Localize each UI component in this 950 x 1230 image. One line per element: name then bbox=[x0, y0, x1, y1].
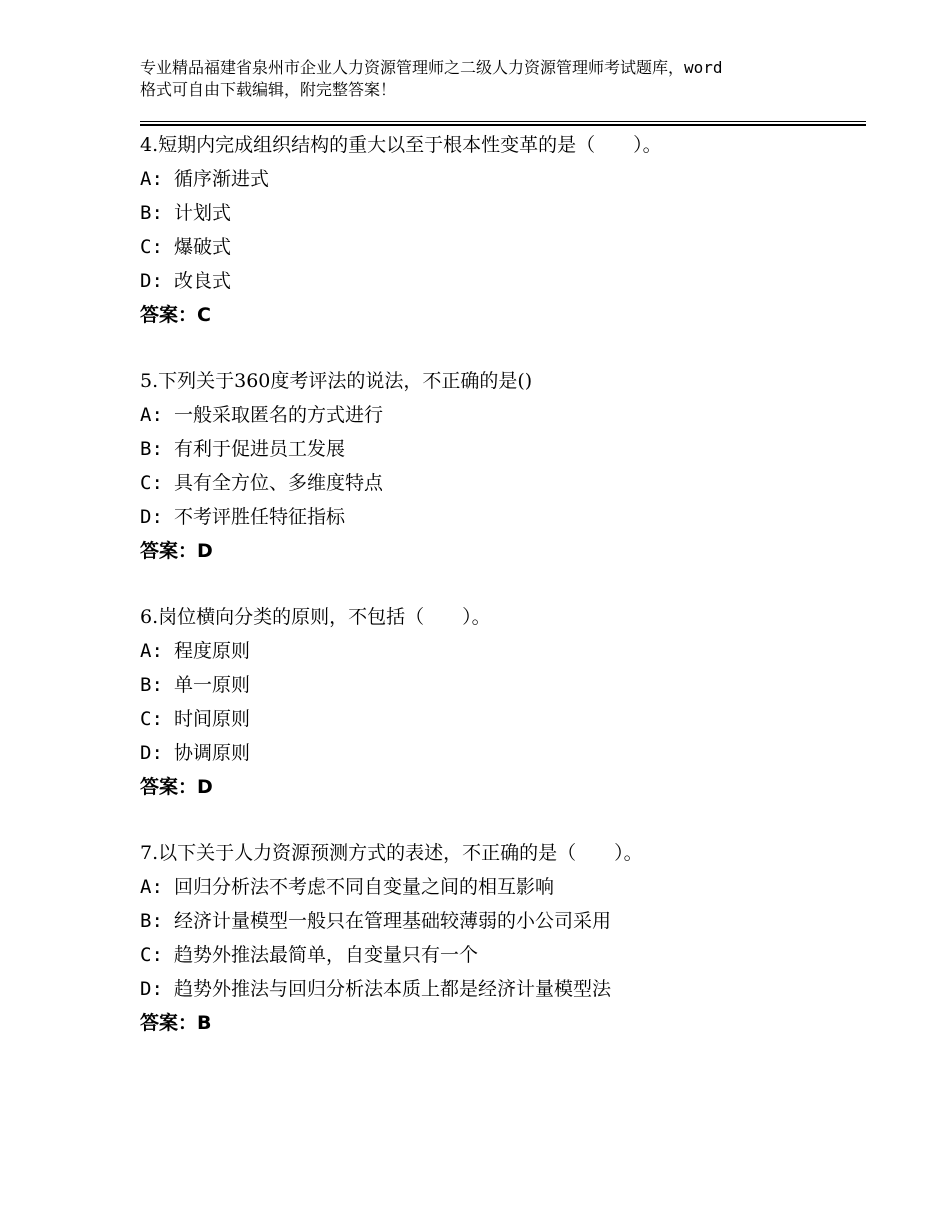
option-a bbox=[140, 398, 866, 432]
option-d bbox=[140, 500, 866, 534]
option-c bbox=[140, 230, 866, 264]
option-text: 计划式 bbox=[174, 202, 232, 224]
question-stem: 4.短期内完成组织结构的重大以至于根本性变革的是（ ）。 bbox=[140, 134, 662, 156]
option-c bbox=[140, 938, 866, 972]
option-text: 一般采取匿名的方式进行 bbox=[174, 404, 384, 426]
answer-label: 答案：C bbox=[140, 304, 211, 326]
question-7 bbox=[140, 836, 866, 1040]
option-text: 有利于促进员工发展 bbox=[174, 438, 346, 460]
question-stem: 6.岗位横向分类的原则，不包括（ ）。 bbox=[140, 606, 491, 628]
option-letter: D: bbox=[140, 506, 163, 528]
option-letter: A: bbox=[140, 640, 163, 662]
question-4 bbox=[140, 128, 866, 332]
option-b bbox=[140, 432, 866, 466]
option-a bbox=[140, 870, 866, 904]
option-letter: B: bbox=[140, 674, 163, 696]
option-d bbox=[140, 972, 866, 1006]
option-b bbox=[140, 196, 866, 230]
option-letter: D: bbox=[140, 270, 163, 292]
option-d bbox=[140, 736, 866, 770]
option-letter: C: bbox=[140, 236, 163, 258]
option-letter: A: bbox=[140, 168, 163, 190]
question-stem: 7.以下关于人力资源预测方式的表述，不正确的是（ ）。 bbox=[140, 842, 643, 864]
option-letter: C: bbox=[140, 944, 163, 966]
option-text: 程度原则 bbox=[174, 640, 251, 662]
option-a bbox=[140, 162, 866, 196]
option-text: 改良式 bbox=[174, 270, 232, 292]
option-text: 循序渐进式 bbox=[174, 168, 270, 190]
option-text: 不考评胜任特征指标 bbox=[174, 506, 346, 528]
option-letter: B: bbox=[140, 438, 163, 460]
option-text: 爆破式 bbox=[174, 236, 232, 258]
option-text: 单一原则 bbox=[174, 674, 251, 696]
option-b bbox=[140, 668, 866, 702]
header-divider-thin bbox=[140, 121, 866, 122]
option-letter: B: bbox=[140, 202, 163, 224]
option-a bbox=[140, 634, 866, 668]
option-b bbox=[140, 904, 866, 938]
question-5 bbox=[140, 364, 866, 568]
option-d bbox=[140, 264, 866, 298]
option-text: 具有全方位、多维度特点 bbox=[174, 472, 384, 494]
option-letter: B: bbox=[140, 910, 163, 932]
option-c bbox=[140, 466, 866, 500]
question-list bbox=[140, 128, 866, 1072]
question-6 bbox=[140, 600, 866, 804]
option-text: 趋势外推法与回归分析法本质上都是经济计量模型法 bbox=[174, 978, 612, 1000]
answer-label: 答案：B bbox=[140, 1012, 212, 1034]
option-c bbox=[140, 702, 866, 736]
question-stem: 5.下列关于360度考评法的说法，不正确的是() bbox=[140, 370, 533, 392]
option-letter: A: bbox=[140, 876, 163, 898]
answer-label: 答案：D bbox=[140, 776, 213, 798]
answer-label: 答案：D bbox=[140, 540, 213, 562]
option-letter: A: bbox=[140, 404, 163, 426]
option-text: 回归分析法不考虑不同自变量之间的相互影响 bbox=[174, 876, 555, 898]
option-text: 趋势外推法最简单，自变量只有一个 bbox=[174, 944, 479, 966]
option-text: 协调原则 bbox=[174, 742, 251, 764]
header-line-2: 格式可自由下载编辑，附完整答案！ bbox=[140, 80, 397, 99]
option-letter: C: bbox=[140, 708, 163, 730]
option-letter: D: bbox=[140, 978, 163, 1000]
header-divider-thick bbox=[140, 124, 866, 126]
header-line-1: 专业精品福建省泉州市企业人力资源管理师之二级人力资源管理师考试题库，word bbox=[140, 58, 723, 77]
option-letter: D: bbox=[140, 742, 163, 764]
option-text: 时间原则 bbox=[174, 708, 251, 730]
option-text: 经济计量模型一般只在管理基础较薄弱的小公司采用 bbox=[174, 910, 612, 932]
document-header bbox=[140, 57, 840, 101]
option-letter: C: bbox=[140, 472, 163, 494]
